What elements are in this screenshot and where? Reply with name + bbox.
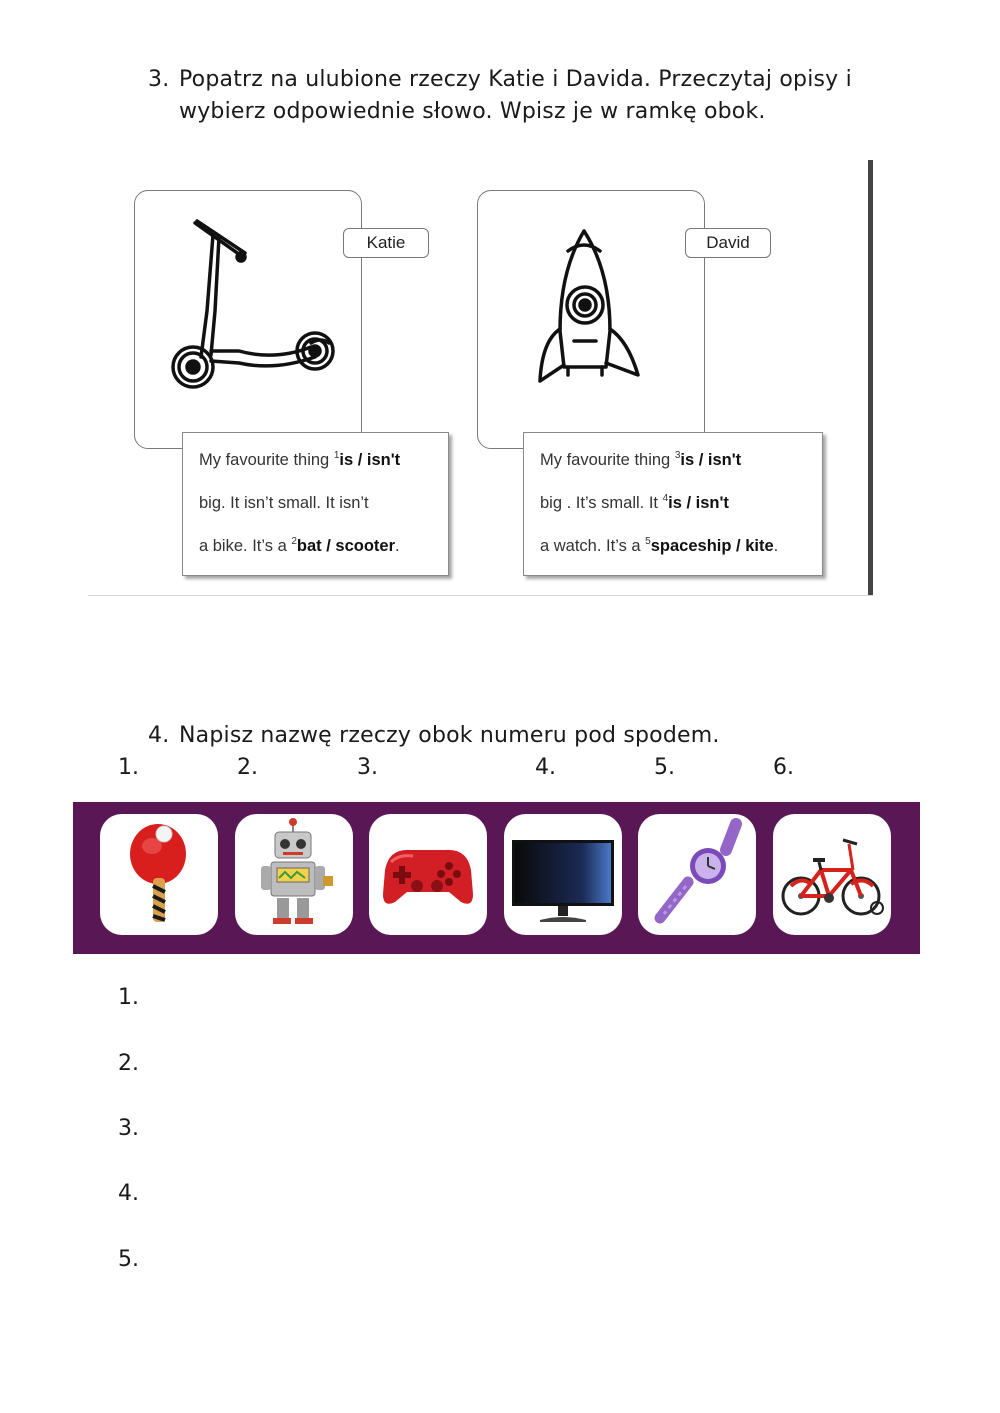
scooter-icon xyxy=(135,191,361,448)
bike-icon xyxy=(773,814,891,935)
watch-icon xyxy=(638,814,756,935)
picture-tile-4 xyxy=(504,814,622,935)
tv-icon xyxy=(504,814,622,935)
answer-line-5[interactable]: 5. xyxy=(118,1247,139,1272)
picture-tile-5 xyxy=(638,814,756,935)
picture-number: 3. xyxy=(357,755,378,780)
picture-number: 2. xyxy=(237,755,258,780)
panel-divider xyxy=(868,160,873,596)
david-description xyxy=(523,432,823,576)
choice-2[interactable]: bat / scooter xyxy=(296,537,396,555)
answer-line-4[interactable]: 4. xyxy=(118,1181,139,1206)
exercise-3-instruction xyxy=(148,64,868,128)
picture-number: 6. xyxy=(773,755,794,780)
david-line-2: big . It’s small. It $^4$is / isn't xyxy=(540,493,729,512)
spaceship-icon xyxy=(478,191,704,448)
exercise-4-instruction xyxy=(148,720,868,752)
katie-line-1: My favourite thing $^1$is / isn't xyxy=(199,450,401,469)
picture-number: 5. xyxy=(654,755,675,780)
answer-line-1[interactable]: 1. xyxy=(118,985,139,1010)
david-picture-card xyxy=(477,190,705,449)
david-line-1: My favourite thing $^3$is / isn't xyxy=(540,450,742,469)
katie-name-tag: Katie xyxy=(343,228,429,258)
picture-tile-3 xyxy=(369,814,487,935)
pictures-band xyxy=(73,802,920,954)
katie-description xyxy=(182,432,449,576)
exercise-3-number: 3. xyxy=(148,67,170,92)
choice-5[interactable]: spaceship / kite xyxy=(650,537,774,555)
picture-number: 4. xyxy=(535,755,556,780)
david-name-tag: David xyxy=(685,228,771,258)
exercise-3-text: Popatrz na ulubione rzeczy Katie i Davida. Przeczytaj opisy i wybierz odpowiednie słowo. Wpisz je w ramkę obok. xyxy=(179,67,852,124)
katie-picture-card xyxy=(134,190,362,449)
choice-3[interactable]: is / isn't xyxy=(680,451,742,469)
exercise-4-text: Napisz nazwę rzeczy obok numeru pod spodem. xyxy=(179,723,720,748)
picture-tile-6 xyxy=(773,814,891,935)
katie-line-2: big. It isn’t small. It isn’t xyxy=(199,494,369,512)
game-controller-icon xyxy=(369,814,487,935)
table-tennis-bat-icon xyxy=(100,814,218,935)
exercise-4-number: 4. xyxy=(148,723,170,748)
david-line-3: a watch. It’s a $^5$spaceship / kite. xyxy=(540,536,779,555)
answer-line-3[interactable]: 3. xyxy=(118,1116,139,1141)
choice-4[interactable]: is / isn't xyxy=(668,494,729,512)
choice-1[interactable]: is / isn't xyxy=(339,451,401,469)
robot-icon xyxy=(235,814,353,935)
answer-line-2[interactable]: 2. xyxy=(118,1051,139,1076)
picture-tile-2 xyxy=(235,814,353,935)
panel-bottom-border xyxy=(88,595,873,596)
katie-line-3: a bike. It’s a $^2$bat / scooter. xyxy=(199,536,400,555)
picture-tile-1 xyxy=(100,814,218,935)
picture-number: 1. xyxy=(118,755,139,780)
